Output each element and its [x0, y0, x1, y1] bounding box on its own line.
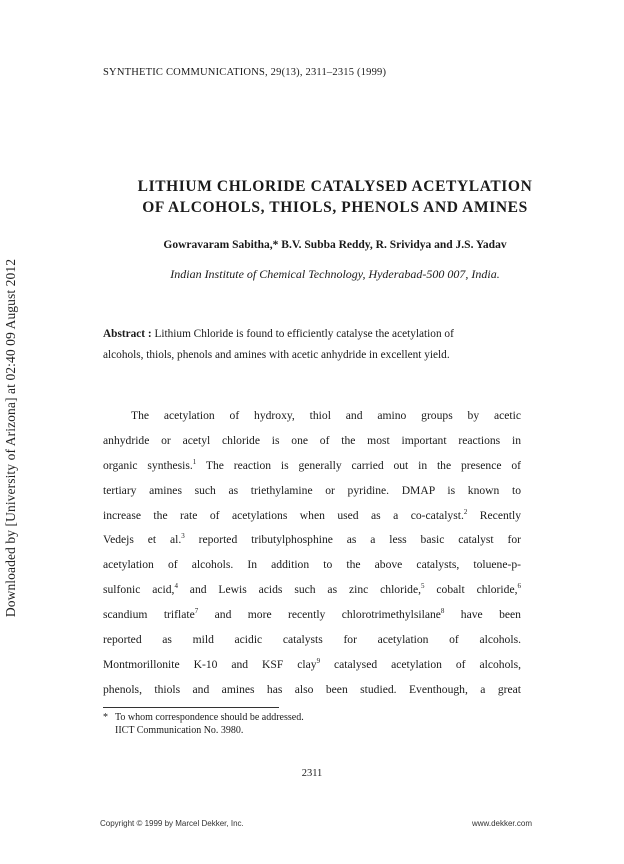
body-line	[103, 603, 521, 628]
author-list: Gowravaram Sabitha,* B.V. Subba Reddy, R. Srividya and J.S. Yadav	[163, 239, 507, 251]
body-text-run: reported tributylphosphine as a less basic catalyst for	[184, 533, 521, 547]
abstract	[103, 324, 523, 366]
body-text-run: and more recently chlorotrimethylsilane	[198, 608, 441, 622]
body-text-run: The reaction is generally carried out in the presence of	[196, 458, 521, 472]
body-text-run: Montmorillonite K-10 and KSF clay	[103, 657, 317, 671]
body-line: The acetylation of hydroxy, thiol and amino groups by acetic	[131, 409, 521, 422]
footnote-line: IICT Communication No. 3980.	[115, 725, 244, 736]
reference-marker: 8	[440, 607, 445, 616]
title-line: LITHIUM CHLORIDE CATALYSED ACETYLATION	[137, 178, 533, 195]
page-number: 2311	[301, 768, 323, 779]
body-text-run: and Lewis acids such as zinc chloride,	[177, 583, 422, 597]
reference-marker: 1	[192, 457, 197, 466]
body-text-run: sulfonic acid,	[103, 583, 175, 597]
body-text-run: increase the rate of acetylations when used as a co-catalyst.	[103, 508, 464, 522]
body-line: tertiary amines such as triethylamine or pyridine. DMAP is known to	[103, 483, 521, 497]
reference-marker: 4	[174, 582, 178, 591]
footnote-text: To whom correspondence should be addressed.	[115, 712, 304, 723]
body-line: reported as mild acidic catalysts for acetylation of alcohols.	[103, 633, 521, 647]
abstract-line: alcohols, thiols, phenols and amines with acetic anhydride in excellent yield.	[103, 349, 450, 361]
publisher-url: www.dekker.com	[471, 819, 532, 828]
body-line: anhydride or acetyl chloride is one of the most important reactions in	[103, 433, 521, 447]
title-line: OF ALCOHOLS, THIOLS, PHENOLS AND AMINES	[142, 199, 528, 216]
reference-marker: 5	[421, 582, 425, 591]
body-text-run: cobalt chloride,	[424, 583, 518, 597]
body-line: phenols, thiols and amines has also been studied. Eventhough, a great	[103, 682, 521, 696]
reference-marker: 9	[316, 656, 321, 665]
abstract-label: Abstract :	[103, 328, 152, 340]
footnote-mark: *	[103, 712, 108, 723]
reference-marker: 7	[194, 607, 199, 616]
footnote-line	[103, 711, 304, 724]
copyright-notice: Copyright © 1999 by Marcel Dekker, Inc.	[100, 819, 244, 828]
body-text-run: catalysed acetylation of alcohols,	[320, 657, 522, 671]
reference-marker: 2	[463, 507, 468, 516]
abstract-text: Lithium Chloride is found to efficiently catalyse the acetylation of	[154, 328, 454, 340]
paper-title	[80, 176, 590, 218]
reference-marker: 3	[181, 532, 185, 541]
body-text-run: organic synthesis.	[103, 458, 193, 472]
affiliation: Indian Institute of Chemical Technology, Hyderabad-500 007, India.	[170, 267, 500, 281]
footnote-divider	[103, 707, 279, 708]
download-watermark-text: Downloaded by [University of Arizona] at 02:40 09 August 2012	[3, 258, 18, 618]
body-text-run: Vedejs et al.	[103, 533, 182, 547]
footnote	[103, 711, 304, 737]
body-text-run: Recently	[467, 508, 521, 522]
body-line	[103, 528, 521, 553]
journal-header: SYNTHETIC COMMUNICATIONS, 29(13), 2311–2315 (1999)	[103, 67, 387, 78]
reference-marker: 6	[517, 582, 521, 591]
body-line	[103, 454, 521, 479]
body-line	[103, 578, 521, 603]
body-text	[103, 404, 521, 703]
body-line	[103, 653, 521, 678]
body-text-run: scandium triflate	[103, 608, 195, 622]
download-watermark	[3, 240, 19, 636]
body-line: acetylation of alcohols. In addition to the above catalysts, toluene-p-	[103, 558, 521, 572]
body-text-run: have been	[444, 608, 521, 622]
body-line	[103, 504, 521, 529]
abstract-line	[103, 324, 523, 345]
